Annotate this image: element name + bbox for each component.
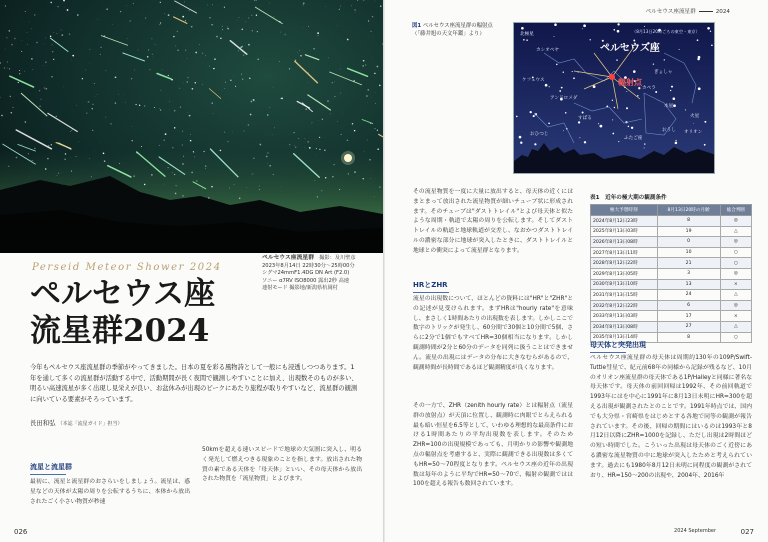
cell-peak-time: 2030年8月13日10時 (591, 279, 658, 290)
table-header-row (591, 205, 752, 216)
cell-peak-time: 2026年8月13日08時 (591, 237, 658, 248)
section-heading-meteors: 流星と流星群 (30, 462, 72, 475)
label-auriga: ぎょしゃ (654, 70, 673, 75)
section-heading-parent: 母天体と突発出現 (590, 340, 646, 353)
cell-peak-time: 2027年8月13日11時 (591, 247, 658, 258)
label-aries: おひつじ (530, 132, 549, 137)
body-column-d: ペルセウス座流星群の母天体は周期約130年の109P/Swift-Tuttle彗星で、紀元前68年の同様から記録が残るなど、10月のオリオン座流星群の母天体である1P/Halleyと同様に著名な母天体です。母天体の前回回帰は1992年、その前回軌道で1993年にはを中心に1991年に8月13日未明にHR=300を超える出現が観測されたとのことです。1991年時点では、国内でも大分県・宮崎県をはじめとする各地で同等の観測が報告されています。その後、回帰の期間にはいるのは1993年と8月12日以降にZHR=1000を記録し、ただし出現は2時間ほどの短い時間でした。こういった出現は母天体のごく近傍にある濃密な流星物質の中に地球が突入したためと考えられています。過去にも1980年8月12日未明に同程度の観測がされており、HR=150～200の出現や、2004年、2016年 (590, 355, 752, 479)
caption-line: 2023年8月14日 22時30分～25時00分 (262, 262, 355, 269)
cell-peak-time: 2025年8月13日03時 (591, 226, 658, 237)
running-head (646, 7, 730, 15)
cell-overall: ◎ (720, 237, 751, 248)
cell-overall: × (720, 279, 751, 290)
cell-overall: ○ (720, 258, 751, 269)
cell-peak-time: 2029年8月13日05時 (591, 268, 658, 279)
cell-moon-age: 21 (657, 258, 720, 269)
cell-peak-time: 2031年8月13日15時 (591, 290, 658, 301)
cell-overall: △ (720, 290, 751, 301)
photo-credit: 撮影：及川聖彦 (319, 255, 356, 261)
article-lead: 今年もペルセウス座流星群の季節がやってきました。日本の夏を彩る風物詩として一般にも浸透しつつあります。1年を通して多くの流星群が活動する中で、活動期間が長く夜間で観測しやすいことに加え、出現数そのものが多い、明るい高速流星が多く出現し見栄えが良い、お盆休みが出現のピークにあたり旅程が取りやすいなど、流星群の観測に向いている要素がそろっています。 (30, 364, 358, 403)
label-jupiter: 木星 (664, 104, 674, 109)
label-pleiades: すばる (578, 116, 592, 121)
cell-overall: × (720, 311, 751, 322)
cell-peak-time: 2034年8月13日08時 (591, 321, 658, 332)
label-cassiopeia: カシオペヤ (536, 48, 559, 53)
article-title: ペルセウス座 流星群2024 (30, 276, 216, 349)
figure-caption-source: （「藤井旭の天文年鑑」より） (412, 31, 485, 37)
right-page (385, 0, 768, 542)
section-heading-hr-zhr: HRとZHR (413, 280, 449, 293)
cell-moon-age: 13 (657, 279, 720, 290)
body-column-1: 最初に、流星と流星群のおさらいをしましょう。流星は、惑星などの天体が太陽の周りを公転するうちに、本体から放出されたごく小さい物質が秒速 (30, 479, 190, 505)
cell-overall: ○ (720, 332, 751, 343)
table-row (591, 311, 752, 322)
page-number-left: 026 (14, 528, 28, 536)
cell-moon-age: 6 (657, 300, 720, 311)
photo-caption (262, 254, 382, 293)
table-caption-text: 近年の極大期の観測条件 (605, 195, 667, 201)
cell-moon-age: 19 (657, 226, 720, 237)
table-body (591, 216, 752, 343)
label-taurus: おうし (662, 128, 676, 133)
cell-overall: △ (720, 321, 751, 332)
page-number-right: 027 (740, 528, 754, 536)
table-row (591, 300, 752, 311)
cell-moon-age: 8 (657, 216, 720, 227)
author-name: 長田和弘 (30, 419, 56, 427)
header-peak-time: 極大予想時刻 (591, 205, 658, 216)
header-overall: 総合判断 (720, 205, 751, 216)
cell-overall: △ (720, 226, 751, 237)
cell-moon-age: 0 (657, 237, 720, 248)
body-column-a: その流星物質を一度に大量に放出すると、母天体の近くにはまとまって放出された流星物質が細いチューブ状に形成されます。そのチューブは"ダストトレイル"とよび母天体と似たような周期・軌道で太陽の周りを公転します。そしてダストトレイルの軌道と地球軌道が交差し、なおかつダストトレイルの濃密な部分に地球が突入したときに、ダストトレイルと地球との衝突によって流星群となります。 (413, 189, 573, 254)
author-byline (30, 418, 122, 427)
left-page (0, 0, 383, 542)
label-mars: 火星 (690, 114, 700, 119)
cell-overall: ◎ (720, 216, 751, 227)
table-row (591, 247, 752, 258)
radiant-star-chart (513, 22, 715, 174)
observing-conditions-table (590, 204, 752, 343)
cell-peak-time: 2024年8月12日23時 (591, 216, 658, 227)
cell-overall: ◎ (720, 300, 751, 311)
figure-caption-text: ペルセウス座流星群の輻射点 (422, 23, 493, 29)
article-kicker: Perseid Meteor Shower 2024 (32, 262, 222, 273)
table-row (591, 258, 752, 269)
label-polaris: 北極星 (520, 32, 534, 37)
running-head-title: ペルセウス座流星群 (645, 9, 696, 15)
table-row (591, 268, 752, 279)
meteor-photo (0, 0, 383, 253)
caption-line: シグマ24mmF1.4DG DN Art (F2.0) (262, 270, 350, 277)
header-moon-age: 8月13日20時の月齢 (657, 205, 720, 216)
cell-peak-time: 2028年8月12日22時 (591, 258, 658, 269)
cell-peak-time: 2032年8月12日22時 (591, 300, 658, 311)
figure-title: ペルセウス座 (600, 43, 660, 54)
author-note: （本誌「流星ガイド」担当） (57, 421, 123, 427)
cell-peak-time: 2035年8月13日14時 (591, 332, 658, 343)
caption-line: ソニー α7RV ISO8000 露出2秒 高速 (262, 277, 349, 284)
label-capella: カペラ (642, 86, 656, 91)
label-cepheus: ケフェウス (522, 78, 545, 83)
table-row (591, 237, 752, 248)
running-head-year: 2024 (715, 9, 730, 15)
body-column-c: その一方で、ZHR（zenith hourly rate）とは輻射点（流星群の放射点）が天頂に位置し、観測時に肉眼でとらえられる最も暗い恒星を6.5等として、いわゆる理想的な最高条件における1時間あたりの平均出現数を表します。そのためZHR=100の出現規模であっても、月明かりの影響や観測地点の輻射点を考慮すると、実際に観測できる出現数は多くてもHR=50～70程度となります。ペルセウス座の近年の出現数は毎年のように平均でHR=50～70で、輻射の観測ではは100を超える報告も数回されています。 (413, 403, 573, 488)
table-row (591, 321, 752, 332)
radiant-label: 輻射点 (618, 78, 642, 87)
figure-caption (412, 22, 493, 38)
cell-moon-age: 8 (657, 332, 720, 343)
label-gemini: ふたご座 (624, 136, 643, 141)
table-row (591, 226, 752, 237)
cell-overall: ◎ (720, 268, 751, 279)
table-row (591, 216, 752, 227)
table-row (591, 290, 752, 301)
cell-moon-age: 27 (657, 321, 720, 332)
body-column-b: 流星の出現数について、ほとんどの資料には"HR"と"ZHR"との記述が見受けられます。まずHRは"hourly rate"を意味し、まさしく1時間あたりの出現数を表します。しかしここで数字のトリックが発生し、60分間で30個と10分間で5個、さらに2分で1個でもすべてHR=30個相当になります。しかし観測時間が2分と60分のデータを同列に扱うことはできません。流星の出現にはデータの分布に大きなむらがあるので、観測時間が長時間であるほど観測精度が良くなります。 (413, 296, 573, 371)
label-andromeda: アンドロメダ (550, 96, 578, 101)
table-caption (590, 193, 667, 201)
radiant-point (609, 74, 615, 80)
caption-line: 連射モード 撮影地/新潟県杭岡村 (262, 285, 338, 292)
figure-label: 図1 (412, 23, 422, 29)
issue-label: 2024 September (674, 528, 716, 534)
table-row (591, 279, 752, 290)
photo-caption-title: ペルセウス座流星群 (262, 255, 314, 261)
cell-peak-time: 2033年8月13日03時 (591, 311, 658, 322)
label-orion: オリオン (684, 130, 703, 135)
cell-overall: ○ (720, 247, 751, 258)
cell-moon-age: 24 (657, 290, 720, 301)
cell-moon-age: 17 (657, 311, 720, 322)
cell-moon-age: 10 (657, 247, 720, 258)
body-column-2: 50kmを超える速いスピードで地球の大気圏に突入し、明るく発光して燃えつきる現象のことを指します。放出された物質の素である天体を「母天体」といい、その母天体から放出された物質を「流星物質」とよびます。 (202, 447, 362, 483)
night-sky-image (0, 0, 383, 253)
cell-moon-age: 3 (657, 268, 720, 279)
figure-inset-note: （8月13日20時ごろの東空・東京） (632, 29, 700, 34)
table-label: 表1 (590, 195, 600, 201)
